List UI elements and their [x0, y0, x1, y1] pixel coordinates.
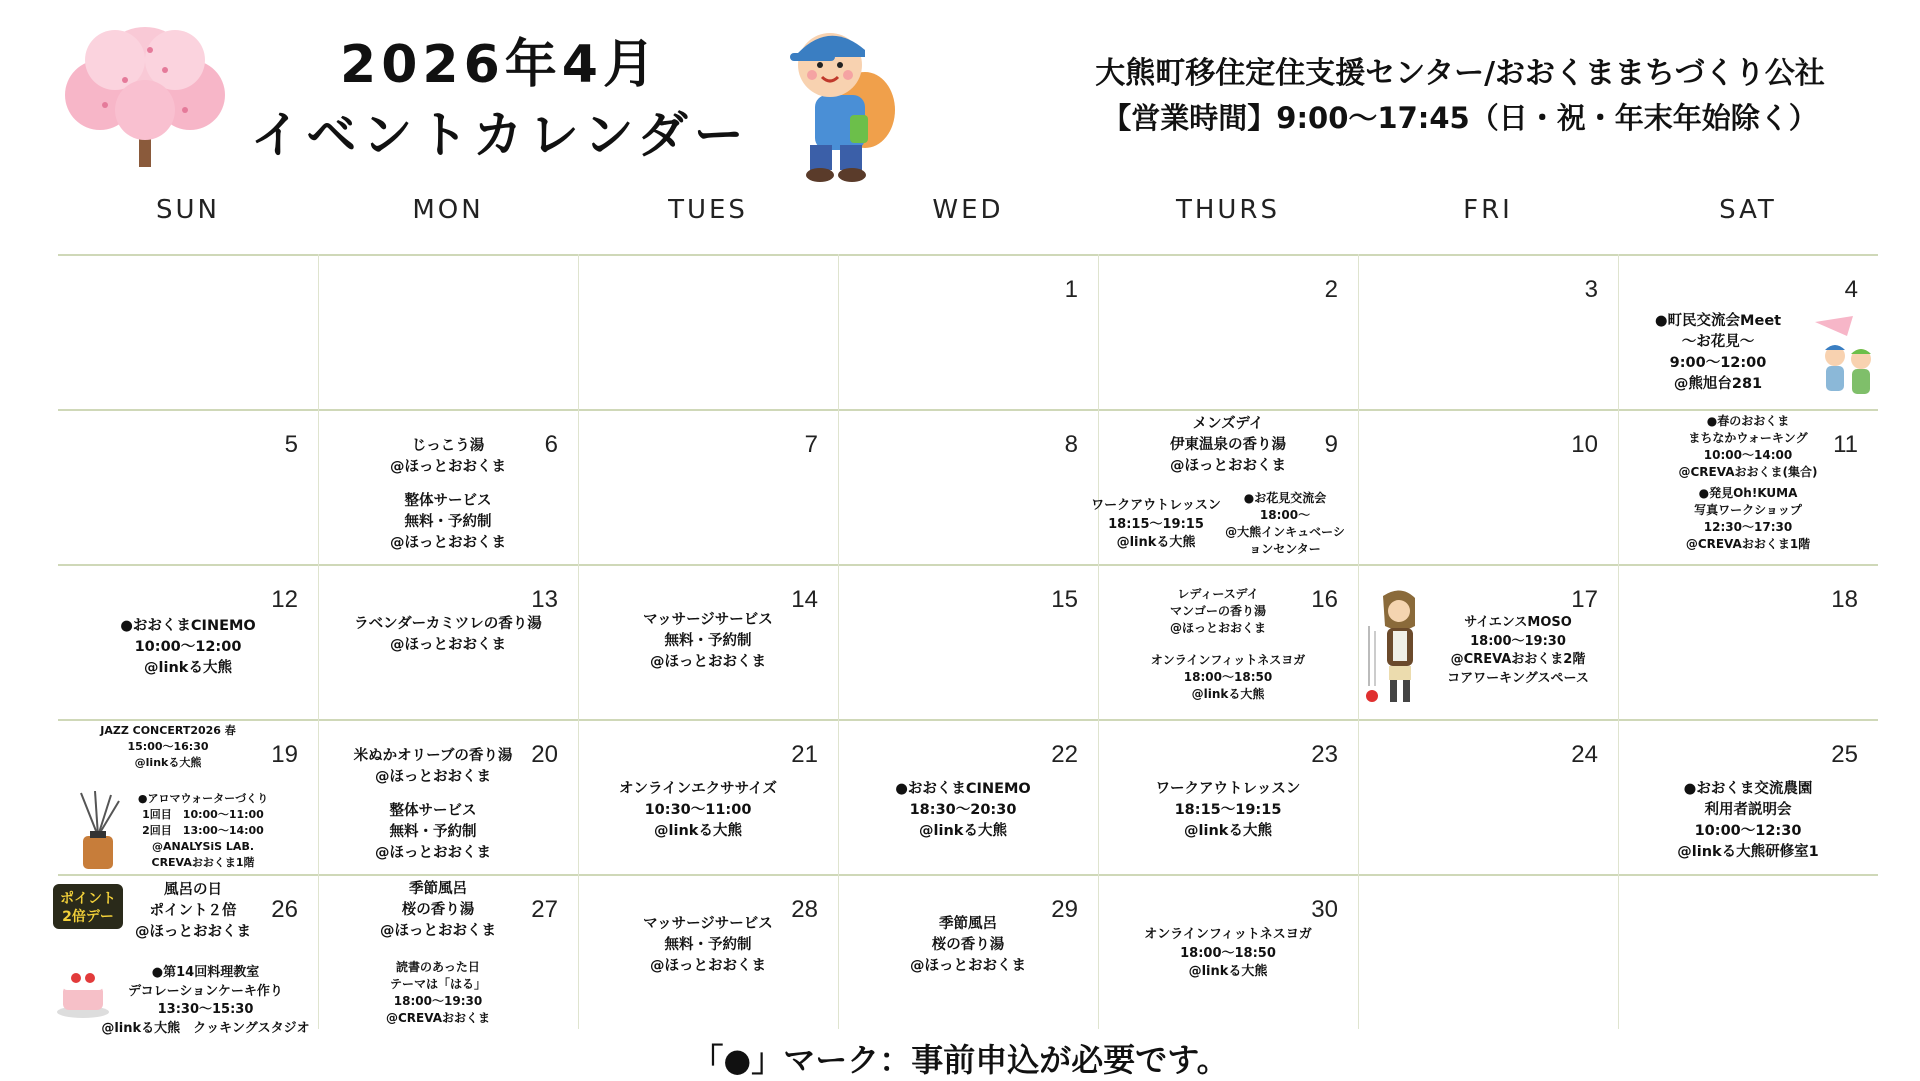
title-month: 2026年4月	[340, 35, 660, 95]
event-workout[interactable]	[1076, 497, 1236, 553]
day-number: 23	[1311, 741, 1338, 768]
event-line: オンラインエクササイズ	[619, 781, 777, 797]
event-farm-briefing[interactable]	[1653, 779, 1843, 863]
event-line: @CREVAおおくま1階	[1685, 537, 1811, 551]
event-line: 米ぬかオリーブの香り湯	[353, 748, 513, 764]
event-line: ●お花見交流会	[1243, 491, 1327, 505]
event-line: CREVAおおくま1階	[151, 856, 255, 869]
event-line: 伊東温泉の香り湯	[1170, 437, 1286, 453]
organization-info	[1050, 52, 1870, 140]
event-line: @ほっとおおくま	[910, 958, 1026, 974]
event-seasonal-bath[interactable]	[888, 914, 1048, 977]
event-line: ラベンダーカミツレの香り湯	[354, 616, 542, 632]
event-line: ョンセンター	[1249, 542, 1321, 556]
day-cell[interactable]	[578, 409, 838, 564]
day-cell[interactable]	[838, 564, 1098, 719]
event-line: 10:00～14:00	[1703, 448, 1793, 462]
badge-line: ポイント	[60, 891, 116, 907]
org-name: 大熊町移住定住支援センター/おおくままちづくり公社	[1095, 56, 1825, 91]
event-line: ●おおくまCINEMO	[120, 618, 256, 634]
header	[0, 0, 1920, 190]
event-line: 18:00～18:50	[1183, 670, 1273, 684]
event-line: @linkる大熊	[1191, 687, 1265, 701]
event-jikko-yu[interactable]	[368, 436, 528, 478]
day-cell[interactable]	[1098, 564, 1358, 719]
event-line: ワークアウトレッスン	[1091, 498, 1221, 513]
day-number: 26	[271, 896, 298, 923]
event-line: 10:30～11:00	[644, 802, 752, 818]
event-line: ●アロマウォーターづくり	[137, 792, 269, 805]
event-line: 整体サービス	[404, 493, 492, 509]
day-cell[interactable]	[1618, 409, 1878, 564]
event-line: @ほっとおおくま	[1169, 621, 1266, 635]
event-line: オンラインフィットネスヨガ	[1150, 653, 1306, 667]
event-line: ●おおくまCINEMO	[895, 781, 1031, 797]
event-line: @ほっとおおくま	[375, 845, 491, 861]
event-line: マンゴーの香り湯	[1169, 604, 1266, 618]
day-cell[interactable]	[58, 719, 318, 874]
event-line: 読書のあった日	[396, 960, 480, 974]
day-cell[interactable]	[1098, 719, 1358, 874]
day-number: 1	[1064, 276, 1078, 303]
day-number: 5	[284, 431, 298, 458]
page-title	[240, 30, 760, 170]
day-cell[interactable]	[1358, 409, 1618, 564]
event-line: ポイント２倍	[149, 903, 237, 919]
day-cell[interactable]	[578, 719, 838, 874]
event-line: 無料・予約制	[664, 937, 752, 953]
event-online-yoga[interactable]	[1128, 652, 1328, 703]
event-line: @CREVAおおくま(集合)	[1678, 465, 1818, 479]
day-cell[interactable]	[1618, 254, 1878, 409]
day-number: 15	[1051, 586, 1078, 613]
event-line: @linkる大熊	[1184, 823, 1272, 839]
day-number: 6	[544, 431, 558, 458]
title-event-calendar: イベントカレンダー	[250, 106, 750, 164]
day-number: 24	[1571, 741, 1598, 768]
event-line: @ほっとおおくま	[135, 924, 251, 940]
event-furo-no-hi[interactable]	[113, 880, 273, 943]
event-line: テーマは「はる」	[389, 977, 486, 991]
event-line: 18:00～18:50	[1180, 945, 1276, 961]
day-cell[interactable]	[1098, 874, 1358, 1029]
event-line: 12:30～17:30	[1703, 520, 1793, 534]
day-cell[interactable]	[1618, 564, 1878, 719]
event-line: @linkる大熊	[144, 660, 232, 676]
weekday-sun: SUN	[156, 195, 220, 225]
event-line: レディースデイ	[1177, 587, 1259, 601]
day-cell[interactable]	[1091, 409, 1358, 564]
event-line: 季節風呂	[939, 916, 997, 932]
event-line: ワークアウトレッスン	[1155, 781, 1301, 797]
event-line: 桜の香り湯	[931, 937, 1005, 953]
event-massage[interactable]	[628, 610, 788, 673]
hiker-boy-icon	[770, 15, 910, 185]
event-line: @CREVAおおくま2階	[1450, 652, 1586, 667]
event-massage[interactable]	[628, 914, 788, 977]
event-science-moso[interactable]	[1423, 614, 1613, 688]
day-number: 8	[1064, 431, 1078, 458]
event-line: 18:00～	[1259, 508, 1311, 522]
event-line: @ほっとおおくま	[390, 637, 506, 653]
event-line: 18:00～19:30	[393, 994, 483, 1008]
event-line: @熊旭台281	[1673, 376, 1763, 392]
event-line: @ほっとおおくま	[650, 654, 766, 670]
day-number: 16	[1311, 586, 1338, 613]
day-cell[interactable]	[1618, 719, 1878, 874]
weekday-header	[58, 195, 1878, 235]
day-number: 7	[804, 431, 818, 458]
event-line: @ほっとおおくま	[650, 958, 766, 974]
day-number: 2	[1324, 276, 1338, 303]
event-line: @linkる大熊	[919, 823, 1007, 839]
event-line: 無料・予約制	[389, 824, 477, 840]
event-mens-day[interactable]	[1143, 414, 1313, 477]
event-line: JAZZ CONCERT2026 春	[100, 724, 236, 737]
event-line: 9:00～12:00	[1669, 355, 1767, 371]
event-hanami-koryu[interactable]	[1220, 490, 1350, 558]
event-lavender-yu[interactable]	[338, 614, 558, 656]
event-line: @ほっとおおくま	[1170, 458, 1286, 474]
day-number: 22	[1051, 741, 1078, 768]
event-line: @linkる大熊	[1116, 535, 1196, 550]
event-photo-workshop[interactable]	[1663, 485, 1833, 553]
event-line: @ANALYSiS LAB.	[151, 840, 255, 853]
event-line: 18:30～20:30	[909, 802, 1017, 818]
event-line: @linkる大熊 クッキングスタジオ	[101, 1020, 310, 1036]
event-line: サイエンスMOSO	[1464, 615, 1572, 630]
day-cell[interactable]	[318, 719, 578, 874]
event-line: メンズデイ	[1192, 416, 1264, 432]
day-cell[interactable]	[318, 409, 578, 564]
day-cell[interactable]	[1358, 719, 1618, 874]
event-meet-hanami[interactable]	[1638, 311, 1798, 395]
weekday-fri: FRI	[1463, 195, 1513, 225]
event-line: @linkる大熊	[654, 823, 742, 839]
day-cell[interactable]	[838, 874, 1098, 1029]
weekday-sat: SAT	[1719, 195, 1777, 225]
day-cell[interactable]	[58, 874, 318, 1036]
day-cell[interactable]	[578, 874, 838, 1029]
flower-viewing-couple-icon	[1813, 314, 1883, 399]
weekday-wed: WED	[932, 195, 1004, 225]
day-cell[interactable]	[1358, 254, 1618, 409]
calendar-grid	[58, 254, 1878, 1036]
event-workout[interactable]	[1138, 779, 1318, 842]
event-line: ●第14回料理教室	[151, 965, 260, 980]
weekday-thu: THURS	[1175, 195, 1281, 225]
event-line: @linkる大熊	[1188, 964, 1268, 979]
event-line: @ほっとおおくま	[390, 535, 506, 551]
day-number: 3	[1584, 276, 1598, 303]
event-cinemo[interactable]	[98, 616, 278, 679]
event-line: 無料・予約制	[404, 514, 492, 530]
day-number: 17	[1571, 586, 1598, 613]
day-cell[interactable]	[1098, 254, 1358, 409]
event-line: 18:15～19:15	[1174, 802, 1282, 818]
day-number: 12	[271, 586, 298, 613]
event-line: ●春のおおくま	[1706, 414, 1790, 428]
footer-note: 「●」マーク：事前申込が必要です。	[691, 1041, 1229, 1079]
event-line: 季節風呂	[409, 881, 467, 897]
day-cell[interactable]	[578, 564, 838, 719]
day-cell[interactable]	[838, 409, 1098, 564]
event-line: 10:00～12:30	[1694, 823, 1802, 839]
event-online-exercise[interactable]	[598, 779, 798, 842]
event-line: 15:00～16:30	[127, 740, 209, 753]
event-line: オンラインフィットネスヨガ	[1144, 927, 1312, 942]
event-line: 10:00～12:00	[134, 639, 242, 655]
event-line: ●町民交流会Meet	[1654, 313, 1782, 329]
event-jazz-concert[interactable]	[83, 723, 253, 771]
event-line: マッサージサービス	[643, 916, 773, 932]
event-seitai[interactable]	[353, 801, 513, 864]
event-online-yoga[interactable]	[1123, 926, 1333, 982]
event-reading-day[interactable]	[358, 959, 518, 1027]
event-line: じっこう湯	[411, 438, 485, 454]
event-line: ●発見Oh!KUMA	[1698, 486, 1798, 500]
event-line: @linkる大熊研修室1	[1677, 844, 1819, 860]
event-aroma-water[interactable]	[113, 791, 293, 871]
event-line: 利用者説明会	[1704, 802, 1792, 818]
cherry-blossom-tree-icon	[55, 20, 235, 170]
day-cell[interactable]	[318, 564, 578, 719]
event-line: 18:15～19:15	[1108, 516, 1204, 532]
scientist-icon	[1363, 586, 1423, 711]
day-number: 25	[1831, 741, 1858, 768]
day-number: 10	[1571, 431, 1598, 458]
day-number: 30	[1311, 896, 1338, 923]
event-seasonal-bath[interactable]	[358, 879, 518, 942]
day-number: 20	[531, 741, 558, 768]
event-line: マッサージサービス	[643, 612, 773, 628]
event-line: 無料・予約制	[664, 633, 752, 649]
event-spring-walking[interactable]	[1663, 413, 1833, 481]
event-line: 18:00～19:30	[1470, 633, 1566, 649]
day-number: 19	[271, 741, 298, 768]
event-line: デコレーションケーキ作り	[128, 983, 283, 999]
day-number: 13	[531, 586, 558, 613]
day-cell[interactable]	[318, 874, 578, 1029]
day-cell[interactable]	[838, 719, 1098, 874]
event-line: 桜の香り湯	[401, 902, 475, 918]
event-line: コアワーキングスペース	[1447, 670, 1589, 686]
day-cell[interactable]	[58, 564, 318, 719]
event-ladies-day[interactable]	[1143, 586, 1293, 637]
day-number: 14	[791, 586, 818, 613]
event-line: @linkる大熊	[134, 756, 202, 769]
event-line: 写真ワークショップ	[1694, 503, 1802, 517]
day-number: 9	[1324, 431, 1338, 458]
weekday-mon: MON	[412, 195, 484, 225]
event-line: ●おおくま交流農園	[1683, 781, 1813, 797]
event-line: 風呂の日	[164, 882, 222, 898]
day-number: 11	[1833, 431, 1858, 458]
weekday-tue: TUES	[668, 195, 748, 225]
event-line: 1回目 10:00～11:00	[142, 808, 264, 821]
event-line: まちなかウォーキング	[1688, 431, 1808, 445]
event-seitai[interactable]	[368, 491, 528, 554]
event-line: @ほっとおおくま	[375, 769, 491, 785]
day-number: 21	[791, 741, 818, 768]
business-hours: 【営業時間】9:00～17:45（日・祝・年末年始除く）	[1102, 101, 1818, 135]
event-komenuka-yu[interactable]	[333, 746, 533, 788]
event-line: @ほっとおおくま	[390, 459, 506, 475]
event-cooking-class[interactable]	[88, 964, 323, 1038]
event-line: @大熊インキュベーシ	[1225, 525, 1345, 539]
day-cell[interactable]	[838, 254, 1098, 409]
day-cell[interactable]	[58, 409, 318, 564]
day-number: 27	[531, 896, 558, 923]
event-line: @CREVAおおくま	[385, 1011, 490, 1025]
event-line: @ほっとおおくま	[380, 923, 496, 939]
day-number: 18	[1831, 586, 1858, 613]
event-line: ～お花見～	[1681, 334, 1755, 350]
day-cell[interactable]	[1358, 564, 1618, 719]
badge-line: 2倍デー	[62, 909, 114, 925]
event-line: 整体サービス	[389, 803, 477, 819]
day-number: 28	[791, 896, 818, 923]
day-number: 4	[1844, 276, 1858, 303]
day-number: 29	[1051, 896, 1078, 923]
event-cinemo[interactable]	[883, 779, 1043, 842]
event-line: 13:30～15:30	[157, 1002, 254, 1017]
event-line: 2回目 13:00～14:00	[142, 824, 264, 837]
